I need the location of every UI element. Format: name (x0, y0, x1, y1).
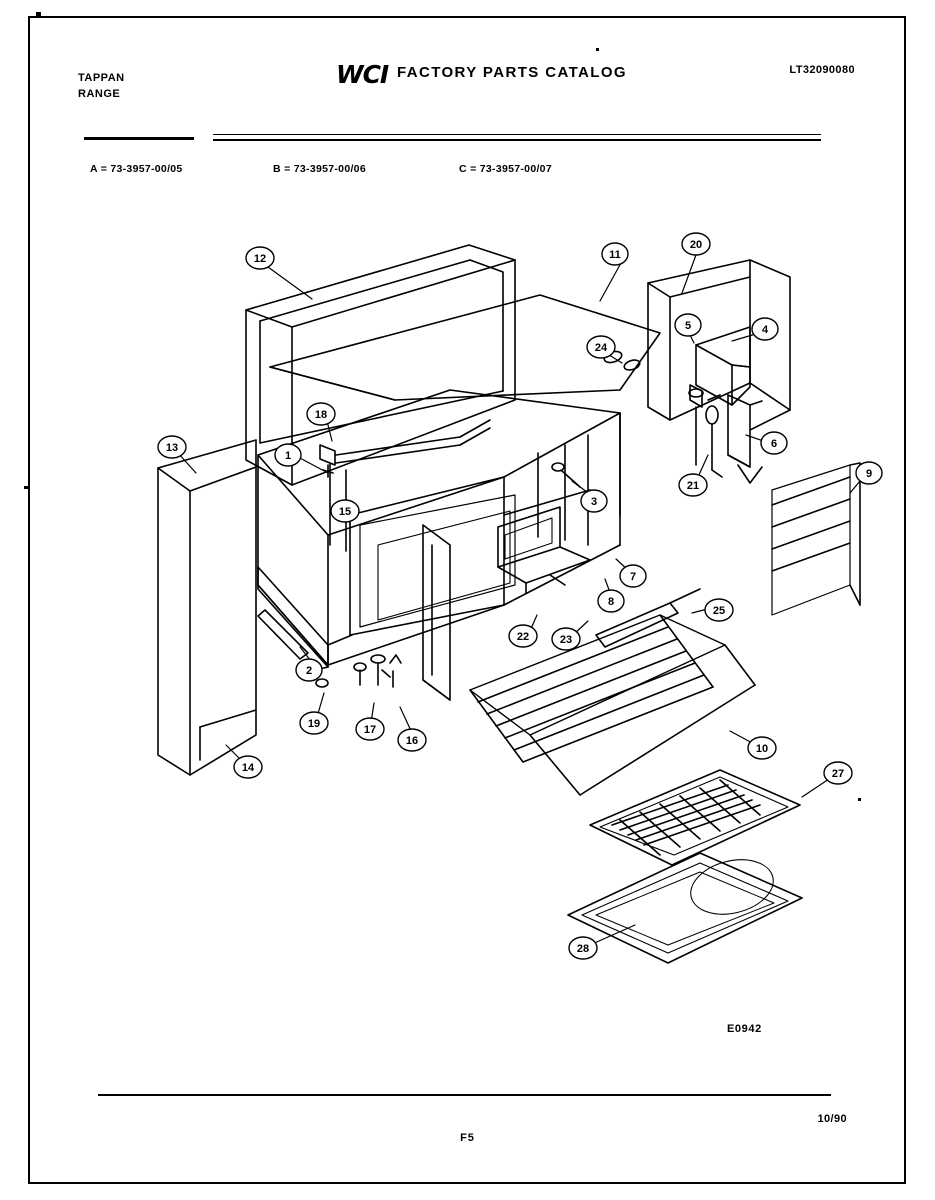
callout-18 (307, 403, 335, 425)
header-rule-left (84, 137, 194, 140)
document-number: LT32090080 (789, 64, 855, 76)
callout-1 (275, 444, 301, 466)
svg-text:27: 27 (831, 768, 845, 780)
callout-9 (856, 462, 882, 484)
svg-text:2: 2 (305, 665, 313, 677)
callout-19 (300, 712, 328, 734)
part-13-side-panel (158, 440, 256, 775)
callout-15 (331, 500, 359, 522)
scan-speck-top-left (36, 12, 41, 16)
part-28-broiler-pan (568, 852, 802, 963)
model-legend-a: A = 73-3957-00/05 (90, 163, 183, 175)
callout-7 (620, 565, 646, 587)
svg-text:16: 16 (405, 735, 419, 747)
exploded-diagram (60, 215, 890, 1005)
header-rule-right-thin (213, 134, 821, 135)
scan-speck-top-center (596, 48, 599, 51)
callout-24 (587, 336, 615, 358)
svg-text:1: 1 (284, 450, 292, 462)
callout-27 (824, 762, 852, 784)
callout-8 (598, 590, 624, 612)
part-27-broiler-grid (590, 770, 800, 865)
svg-text:24: 24 (594, 342, 608, 354)
callout-2 (296, 659, 322, 681)
callout-21 (679, 474, 707, 496)
callout-3 (581, 490, 607, 512)
svg-text:23: 23 (559, 634, 573, 646)
brand-line-1: TAPPAN (78, 72, 125, 84)
svg-text:13: 13 (165, 442, 179, 454)
footer-date: 10/90 (817, 1113, 847, 1125)
model-legend-c: C = 73-3957-00/07 (459, 163, 552, 175)
scan-speck-left (24, 486, 28, 489)
svg-text:20: 20 (689, 239, 703, 251)
callout-13 (158, 436, 186, 458)
svg-text:18: 18 (314, 409, 328, 421)
part-20-rear-panel (648, 260, 790, 430)
part-18-bracket (320, 420, 490, 477)
callout-23 (552, 628, 580, 650)
callout-14 (234, 756, 262, 778)
callout-25 (705, 599, 733, 621)
leader-lines (178, 255, 865, 945)
figure-code: E0942 (727, 1023, 762, 1035)
svg-text:6: 6 (770, 438, 778, 450)
callout-10 (748, 737, 776, 759)
part-5-burner-box (696, 327, 750, 405)
callout-28 (569, 937, 597, 959)
svg-text:8: 8 (607, 596, 615, 608)
catalog-title: FACTORY PARTS CATALOG (397, 64, 627, 81)
svg-text:14: 14 (241, 762, 255, 774)
svg-text:15: 15 (338, 506, 352, 518)
svg-text:10: 10 (755, 743, 769, 755)
callout-6 (761, 432, 787, 454)
part-22-panel (423, 525, 450, 700)
part-9-side-rack (772, 463, 860, 615)
svg-text:28: 28 (576, 943, 590, 955)
svg-text:19: 19 (307, 718, 321, 730)
svg-text:7: 7 (629, 571, 637, 583)
svg-text:5: 5 (684, 320, 692, 332)
brand-line-2: RANGE (78, 88, 121, 100)
part-7-vent-assembly (498, 507, 590, 593)
callout-4 (752, 318, 778, 340)
wci-logo: WCI (336, 60, 389, 89)
callout-5 (675, 314, 701, 336)
svg-text:17: 17 (363, 724, 377, 736)
brand-block (78, 70, 125, 102)
footer-rule (98, 1094, 831, 1096)
callout-12 (246, 247, 274, 269)
svg-text:22: 22 (516, 631, 530, 643)
svg-text:11: 11 (609, 249, 621, 261)
scan-speck-right (858, 798, 861, 801)
svg-text:9: 9 (865, 468, 873, 480)
callout-17 (356, 718, 384, 740)
callout-20 (682, 233, 710, 255)
callout-11 (602, 243, 628, 265)
callout-22 (509, 625, 537, 647)
footer-page-label: F5 (460, 1132, 475, 1144)
svg-text:3: 3 (590, 496, 598, 508)
model-legend-b: B = 73-3957-00/06 (273, 163, 366, 175)
callout-16 (398, 729, 426, 751)
svg-text:21: 21 (686, 480, 700, 492)
svg-text:12: 12 (253, 253, 267, 265)
svg-text:4: 4 (761, 324, 769, 336)
svg-text:25: 25 (712, 605, 726, 617)
header-rule-right-thick (213, 139, 821, 141)
